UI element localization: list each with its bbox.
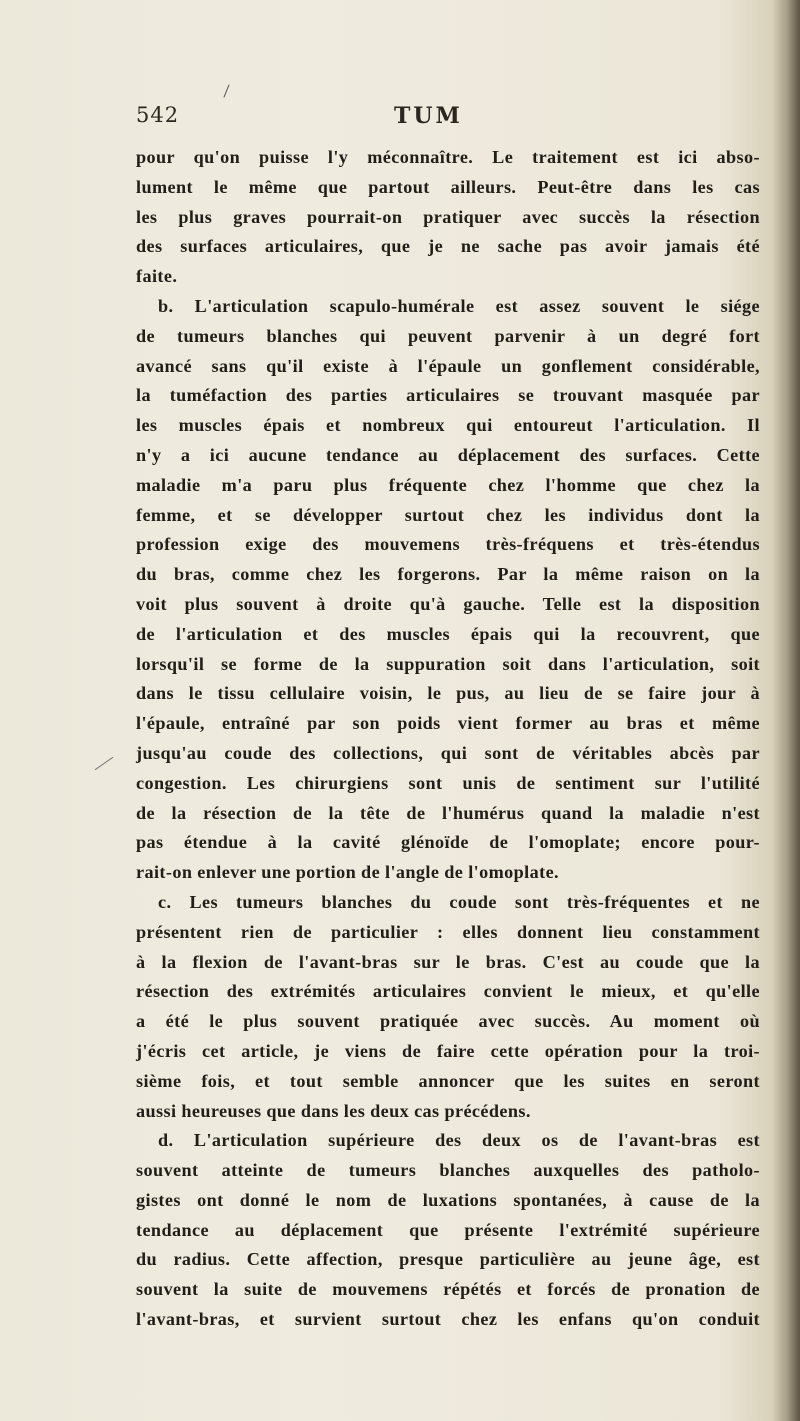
text-line: d. L'articulation supérieure des deux os de l'avant-bras est [158,1130,760,1151]
text-line: la tuméfaction des parties articulaires se trouvant masquée par [136,385,760,406]
stray-pen-mark [223,84,229,97]
text-line: de la résection de la tête de l'humérus quand la maladie n'est [136,802,760,823]
text-line: jusqu'au coude des collections, qui sont de véritables abcès par [136,742,760,763]
text-line: femme, et se développer surtout chez les individus dont la [136,504,760,525]
text-line: voit plus souvent à droite qu'à gauche. Telle est la disposition [136,593,760,614]
text-line: de tumeurs blanches qui peuvent parvenir à un degré fort [136,325,760,346]
text-line: lorsqu'il se forme de la suppuration soit dans l'articulation, soit [136,653,760,674]
text-line: du radius. Cette affection, presque particulière au jeune âge, est [136,1249,760,1270]
body-text [136,143,760,1335]
text-line: faite. [136,266,178,287]
page-number: 542 [136,103,180,127]
text-line: dans le tissu cellulaire voisin, le pus, au lieu de se faire jour à [136,683,760,704]
text-line: n'y a ici aucune tendance au déplacement des surfaces. Cette [136,444,760,465]
text-line: lument le même que partout ailleurs. Peut-être dans les cas [136,176,760,197]
text-line: présentent rien de particulier : elles donnent lieu constamment [136,921,760,942]
text-line: les plus graves pourrait-on pratiquer avec succès la résection [136,206,760,227]
running-head: TUM [394,103,463,129]
page-header [136,103,756,143]
text-line: à la flexion de l'avant-bras sur le bras. C'est au coude que la [136,951,760,972]
text-line: congestion. Les chirurgiens sont unis de sentiment sur l'utilité [136,772,760,793]
text-line: b. L'articulation scapulo-humérale est assez souvent le siége [158,295,760,316]
text-line: des surfaces articulaires, que je ne sache pas avoir jamais été [136,236,760,257]
text-line: j'écris cet article, je viens de faire cette opération pour la troi- [136,1040,760,1061]
text-line: pas étendue à la cavité glénoïde de l'omoplate; encore pour- [136,832,760,853]
text-line: avancé sans qu'il existe à l'épaule un gonflement considérable, [136,355,760,376]
page-edge-shadow [772,0,800,1421]
text-line: sième fois, et tout semble annoncer que les suites en seront [136,1070,760,1091]
text-line: maladie m'a paru plus fréquente chez l'homme que chez la [136,474,760,495]
text-line: les muscles épais et nombreux qui entoureut l'articulation. Il [136,415,760,436]
text-line: profession exige des mouvemens très-fréquens et très-étendus [136,534,760,555]
text-line: souvent la suite de mouvemens répétés et forcés de pronation de [136,1279,760,1300]
text-line: aussi heureuses que dans les deux cas précédens. [136,1100,531,1121]
text-line: rait-on enlever une portion de l'angle de l'omoplate. [136,862,559,883]
text-line: l'épaule, entraîné par son poids vient former au bras et même [136,713,760,734]
text-line: a été le plus souvent pratiquée avec succès. Au moment où [136,1011,760,1032]
text-line: c. Les tumeurs blanches du coude sont très-fréquentes et ne [158,891,760,912]
margin-pen-mark [95,757,114,770]
text-line: tendance au déplacement que présente l'extrémité supérieure [136,1219,760,1240]
text-line: l'avant-bras, et survient surtout chez les enfans qu'on conduit [136,1309,760,1330]
text-line: résection des extrémités articulaires convient le mieux, et qu'elle [136,981,760,1002]
text-line: gistes ont donné le nom de luxations spontanées, à cause de la [136,1189,760,1210]
text-line: souvent atteinte de tumeurs blanches auxquelles des patholo- [136,1160,760,1181]
text-line: du bras, comme chez les forgerons. Par la même raison on la [136,564,760,585]
text-line: pour qu'on puisse l'y méconnaître. Le traitement est ici abso- [136,147,760,167]
text-line: de l'articulation et des muscles épais qui la recouvrent, que [136,623,760,644]
